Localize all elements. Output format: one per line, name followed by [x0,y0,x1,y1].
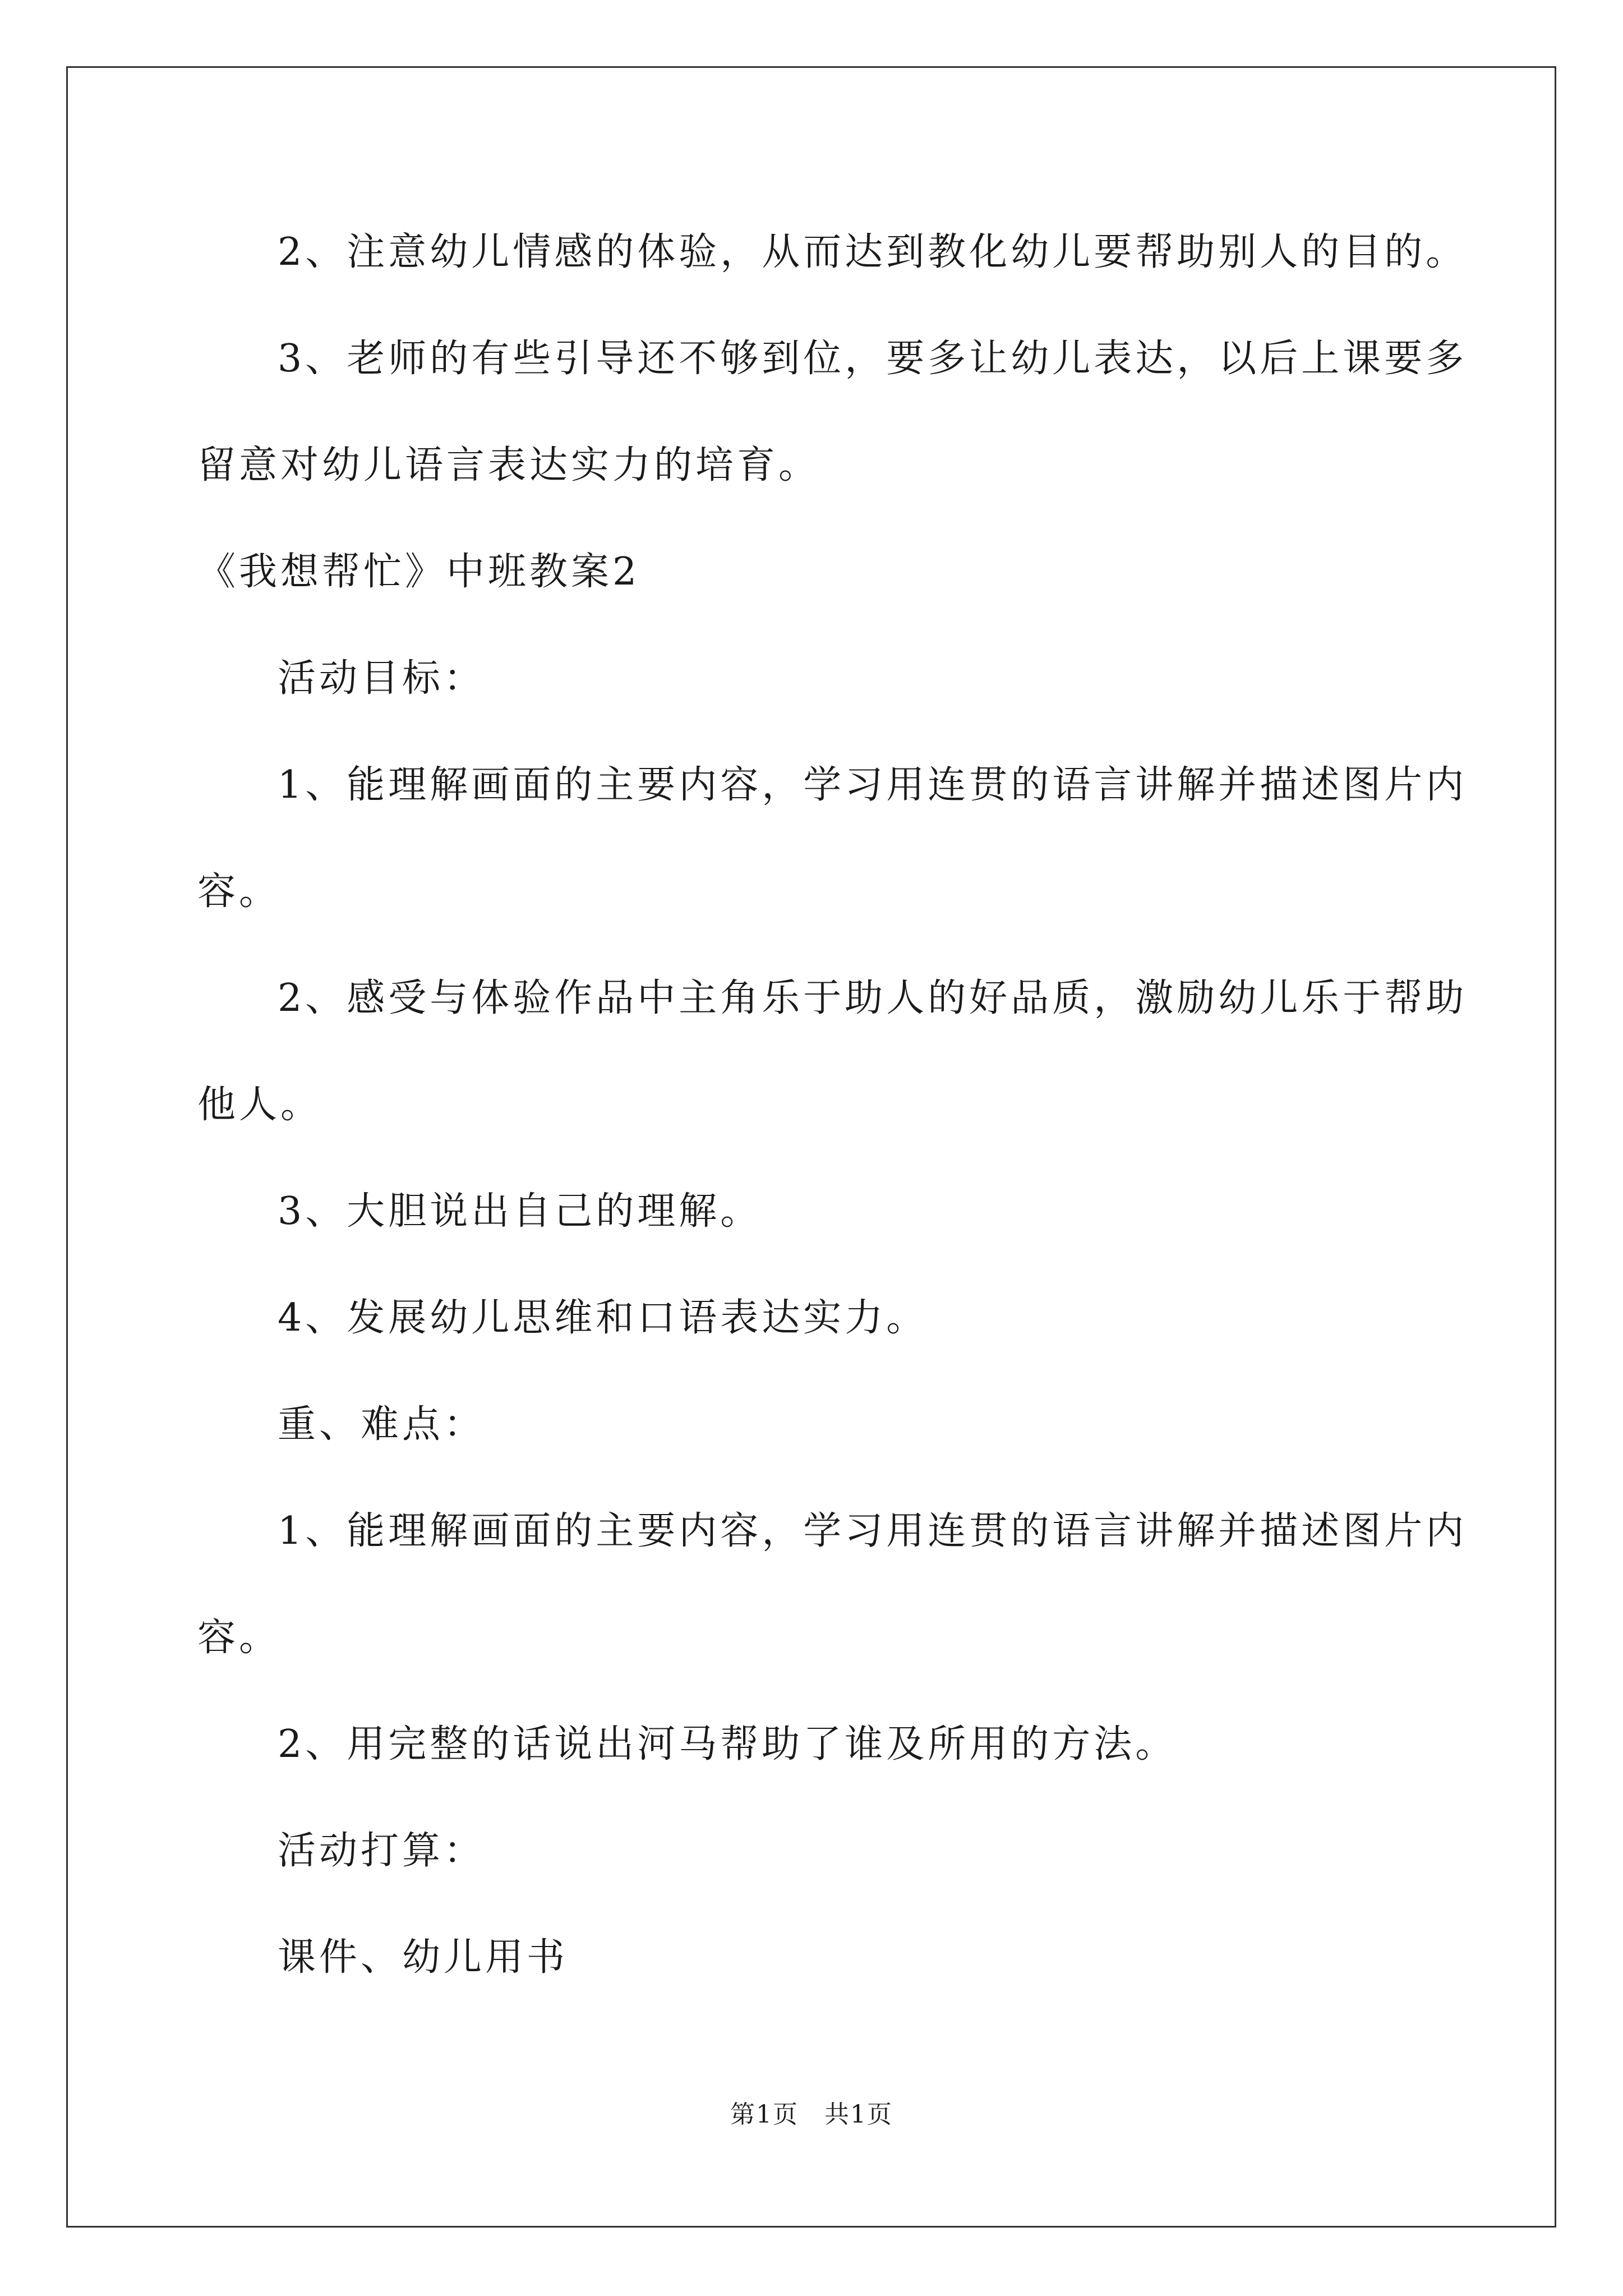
paragraph-line: 1、能理解画面的主要内容，学习用连贯的语言讲解并描述图片内 [278,1509,1468,1553]
section-heading: 《我想帮忙》中班教案2 [197,550,640,594]
paragraph-line: 留意对幼儿语言表达实力的培育。 [197,443,820,487]
paragraph-line: 2、注意幼儿情感的体验，从而达到教化幼儿要帮助别人的目的。 [278,230,1468,274]
page-number-footer: 第1页 共1页 [730,2100,893,2129]
paragraph-line: 1、能理解画面的主要内容，学习用连贯的语言讲解并描述图片内 [278,763,1468,807]
paragraph-line: 容。 [197,869,281,914]
paragraph-line: 3、老师的有些引导还不够到位，要多让幼儿表达，以后上课要多 [278,337,1468,381]
paragraph-line: 2、用完整的话说出河马帮助了谁及所用的方法。 [278,1722,1177,1766]
paragraph-line: 容。 [197,1616,281,1660]
subheading: 活动打算： [278,1829,486,1873]
paragraph-line: 他人。 [197,1083,322,1127]
subheading: 重、难点： [278,1402,486,1447]
paragraph-line: 4、发展幼儿思维和口语表达实力。 [278,1296,928,1340]
subheading: 活动目标： [278,656,486,701]
paragraph-line: 3、大胆说出自己的理解。 [278,1189,762,1234]
page-border [66,66,1556,2228]
paragraph-line: 课件、幼儿用书 [278,1935,569,1980]
paragraph-line: 2、感受与体验作品中主角乐于助人的好品质，激励幼儿乐于帮助 [278,976,1468,1020]
